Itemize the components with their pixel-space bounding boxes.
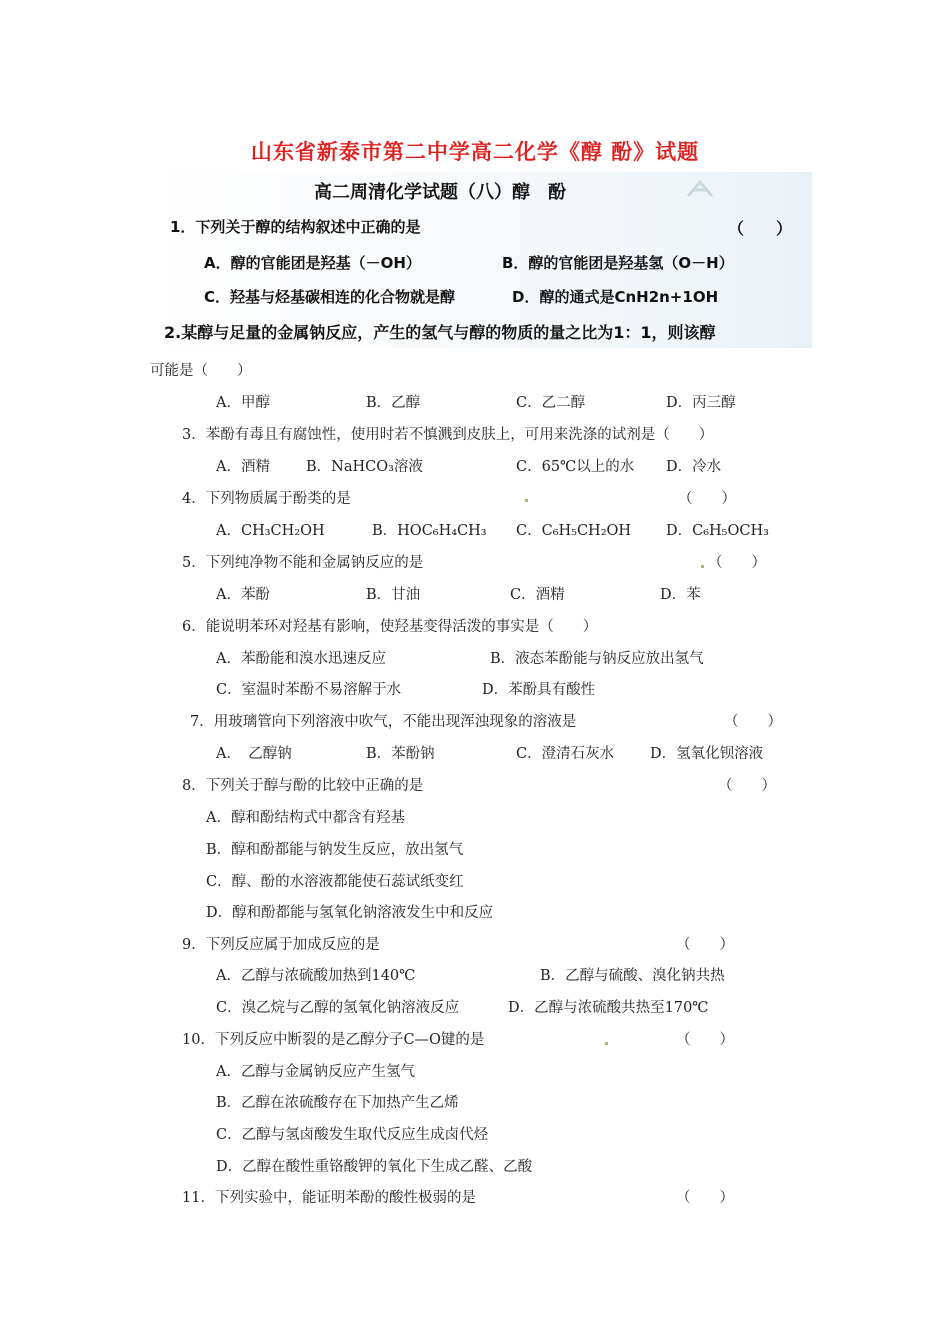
answer-paren-4: （ ） (678, 491, 736, 507)
q9-option-c: C．溴乙烷与乙醇的氢氧化钠溶液反应 (216, 1000, 460, 1016)
q4-option-c: C．C₆H₅CH₂OH (516, 523, 632, 539)
question-7: 7．用玻璃管向下列溶液中吹气，不能出现浑浊现象的溶液是 (190, 714, 577, 730)
answer-paren-10: （ ） (676, 1032, 734, 1048)
q6-option-a: A．苯酚能和溴水迅速反应 (216, 651, 386, 667)
q1-option-c: C．羟基与烃基碳相连的化合物就是醇 (204, 288, 456, 306)
q7-option-c: C．澄清石灰水 (516, 746, 615, 762)
q2-option-c: C．乙二醇 (516, 395, 586, 411)
q3-option-a: A．酒精 (216, 459, 270, 475)
document-title: 山东省新泰市第二中学高二化学《醇 酚》试题 (250, 140, 700, 164)
q9-option-d: D．乙醇与浓硫酸共热至170℃ (508, 1000, 709, 1016)
question-4: 4．下列物质属于酚类的是 (182, 491, 351, 507)
q8-option-c: C．醇、酚的水溶液都能使石蕊试纸变红 (206, 874, 464, 890)
q3-option-d: D．冷水 (666, 459, 722, 475)
q1-option-d: D．醇的通式是CnH2n+1OH (512, 288, 719, 306)
q1-option-b: B．醇的官能团是羟基氢（O－H） (502, 254, 734, 272)
q8-option-b: B．醇和酚都能与钠发生反应，放出氢气 (206, 842, 464, 858)
q10-option-d: D．乙醇在酸性重铬酸钾的氧化下生成乙醛、乙酸 (216, 1159, 533, 1175)
question-3: 3．苯酚有毒且有腐蚀性，使用时若不慎溅到皮肤上，可用来洗涤的试剂是（ ） (182, 427, 714, 443)
q10-option-b: B．乙醇在浓硫酸存在下加热产生乙烯 (216, 1095, 459, 1111)
q2-option-b: B．乙醇 (366, 395, 421, 411)
q10-option-c: C．乙醇与氢卤酸发生取代反应生成卤代烃 (216, 1127, 489, 1143)
q8-option-d: D．醇和酚都能与氢氧化钠溶液发生中和反应 (206, 905, 494, 921)
q5-option-d: D．苯 (660, 587, 701, 603)
q9-option-b: B．乙醇与硫酸、溴化钠共热 (540, 968, 725, 984)
q5-option-b: B．甘油 (366, 587, 421, 603)
answer-paren-9: （ ） (676, 937, 734, 953)
q4-option-b: B．HOC₆H₄CH₃ (372, 523, 487, 539)
q1-option-a: A．醇的官能团是羟基（－OH） (204, 254, 421, 272)
q3-option-b: B．NaHCO₃溶液 (306, 459, 423, 475)
q5-option-c: C．酒精 (510, 587, 565, 603)
q7-option-b: B．苯酚钠 (366, 746, 435, 762)
question-5: 5．下列纯净物不能和金属钠反应的是 (182, 555, 424, 571)
stray-mark (605, 1042, 608, 1045)
answer-paren-5: （ ） (708, 555, 766, 571)
q4-option-a: A．CH₃CH₂OH (216, 523, 325, 539)
question-6: 6．能说明苯环对羟基有影响，使羟基变得活泼的事实是（ ） (182, 619, 598, 635)
q6-option-c: C．室温时苯酚不易溶解于水 (216, 682, 402, 698)
q5-option-a: A．苯酚 (216, 587, 270, 603)
scanned-header-image (148, 172, 812, 348)
quiz-heading: 高二周清化学试题（八）醇 酚 (314, 182, 566, 203)
q7-option-d: D．氢氧化钡溶液 (650, 746, 764, 762)
q3-option-c: C．65℃以上的水 (516, 459, 635, 475)
q8-option-a: A．醇和酚结构式中都含有羟基 (206, 810, 405, 826)
answer-paren-1: （ ） (728, 219, 793, 238)
question-9: 9．下列反应属于加成反应的是 (182, 937, 380, 953)
stray-mark (525, 499, 528, 502)
q10-option-a: A．乙醇与金属钠反应产生氢气 (216, 1064, 415, 1080)
watermark-icon (684, 176, 718, 202)
question-10: 10．下列反应中断裂的是乙醇分子C—O键的是 (182, 1032, 485, 1048)
question-2-continuation: 可能是（ ） (150, 363, 252, 379)
question-1: 1．下列关于醇的结构叙述中正确的是 (170, 218, 421, 236)
question-8: 8．下列关于醇与酚的比较中正确的是 (182, 778, 424, 794)
q6-option-d: D．苯酚具有酸性 (482, 682, 596, 698)
q6-option-b: B．液态苯酚能与钠反应放出氢气 (490, 651, 704, 667)
stray-mark (701, 565, 704, 568)
q2-option-a: A．甲醇 (216, 395, 270, 411)
q2-option-d: D．丙三醇 (666, 395, 736, 411)
q9-option-a: A．乙醇与浓硫酸加热到140℃ (216, 968, 416, 984)
answer-paren-11: （ ） (676, 1190, 734, 1206)
answer-paren-8: （ ） (718, 778, 776, 794)
question-2: 2.某醇与足量的金属钠反应，产生的氢气与醇的物质的量之比为1：1，则该醇 (164, 323, 716, 342)
answer-paren-7: （ ） (724, 714, 782, 730)
q7-option-a: A． 乙醇钠 (216, 746, 292, 762)
question-11: 11．下列实验中，能证明苯酚的酸性极弱的是 (182, 1190, 476, 1206)
q4-option-d: D．C₆H₅OCH₃ (666, 523, 769, 539)
